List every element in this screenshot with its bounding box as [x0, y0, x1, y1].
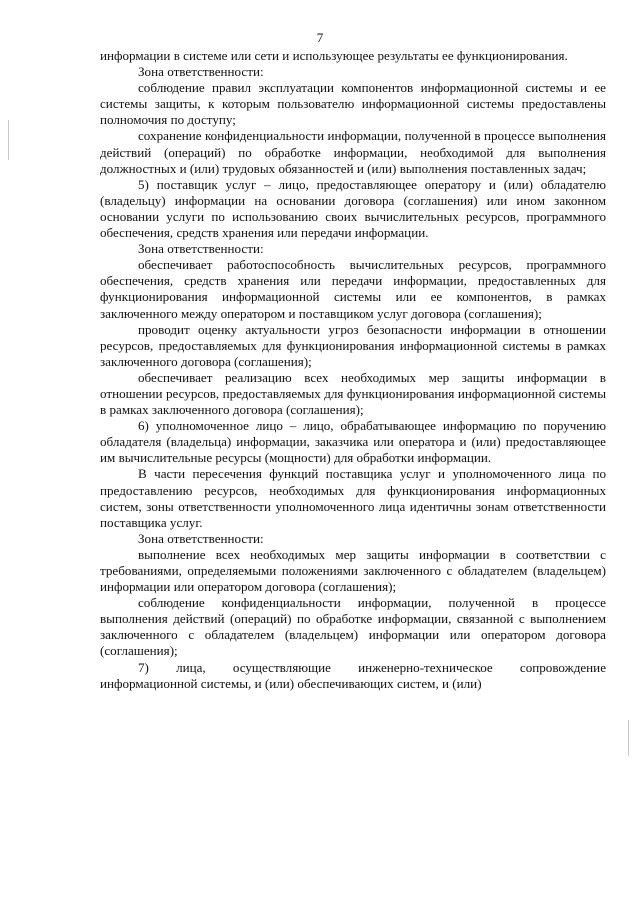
- paragraph: проводит оценку актуальности угроз безопасности информации в отношении ресурсов, предоставляемых для функционирования информационной системы в рамках заключенного договора (соглашения);: [100, 321, 606, 369]
- paragraph-item-5: 5) поставщик услуг – лицо, предоставляющее оператору и (или) обладателю (владельцу) информации на основании договора (соглашения) или ином законном основании услуги по использованию своих вычислительных ресурсов, программного обеспечения, средств хранения или передачи информации.: [100, 176, 606, 241]
- paragraph: В части пересечения функций поставщика услуг и уполномоченного лица по предоставлению ресурсов, необходимых для функционирования информационных систем, зоны ответственности уполномоченного лица идентичны зонам ответственности поставщика услуг.: [100, 466, 606, 530]
- paragraph-heading: Зона ответственности:: [138, 64, 264, 80]
- paragraph: сохранение конфиденциальности информации, полученной в процессе выполнения действий (операций) по обработке информации, необходимой для выполнения должностных и (или) трудовых обязанностей и (или) выполнения поставленных задач;: [100, 128, 606, 176]
- paragraph-item-6: 6) уполномоченное лицо – лицо, обрабатывающее информацию по поручению обладателя (владельца) информации, заказчика или оператора и (или) предоставляющее им вычислительные ресурсы (мощности) для обработки информации.: [100, 418, 606, 466]
- paragraph: соблюдение конфиденциальности информации, полученной в процессе выполнения действий (операций) по обработке информации, связанной с выполнением заключенного с обладателем (владельцем) информации или оператором договора (соглашения);: [100, 595, 606, 659]
- paragraph: обеспечивает работоспособность вычислительных ресурсов, программного обеспечения, средств хранения или передачи информации, предоставленных для функционирования информационной системы или ее компонентов, в рамках заключенного между оператором и поставщиком услуг договора (соглашения);: [100, 257, 606, 321]
- body-text: [100, 48, 606, 692]
- page-number: 7: [316, 30, 324, 45]
- paragraph-item-7: 7) лица, осуществляющие инженерно-техническое сопровождение информационной системы, и (или) обеспечивающих систем, и (или): [100, 659, 606, 691]
- paragraph: соблюдение правил эксплуатации компонентов информационной системы и ее системы защиты, к которым пользователю информационной системы предоставлены полномочия по доступу;: [100, 80, 606, 128]
- paragraph-heading: Зона ответственности:: [138, 241, 264, 257]
- paragraph: обеспечивает реализацию всех необходимых мер защиты информации в отношении ресурсов, предоставляемых для функционирования информационной системы в рамках заключенного договора (соглашения);: [100, 369, 606, 418]
- paragraph-continuation: информации в системе или сети и использующее результаты ее функционирования.: [100, 48, 568, 63]
- paragraph-heading: Зона ответственности:: [138, 530, 264, 546]
- scan-margin-mark: [8, 120, 9, 160]
- scan-margin-mark: [628, 720, 629, 756]
- paragraph: выполнение всех необходимых мер защиты информации в соответствии с требованиями, определяемыми положениями заключенного с обладателем (владельцем) информации или оператором договора (соглашения);: [100, 546, 606, 595]
